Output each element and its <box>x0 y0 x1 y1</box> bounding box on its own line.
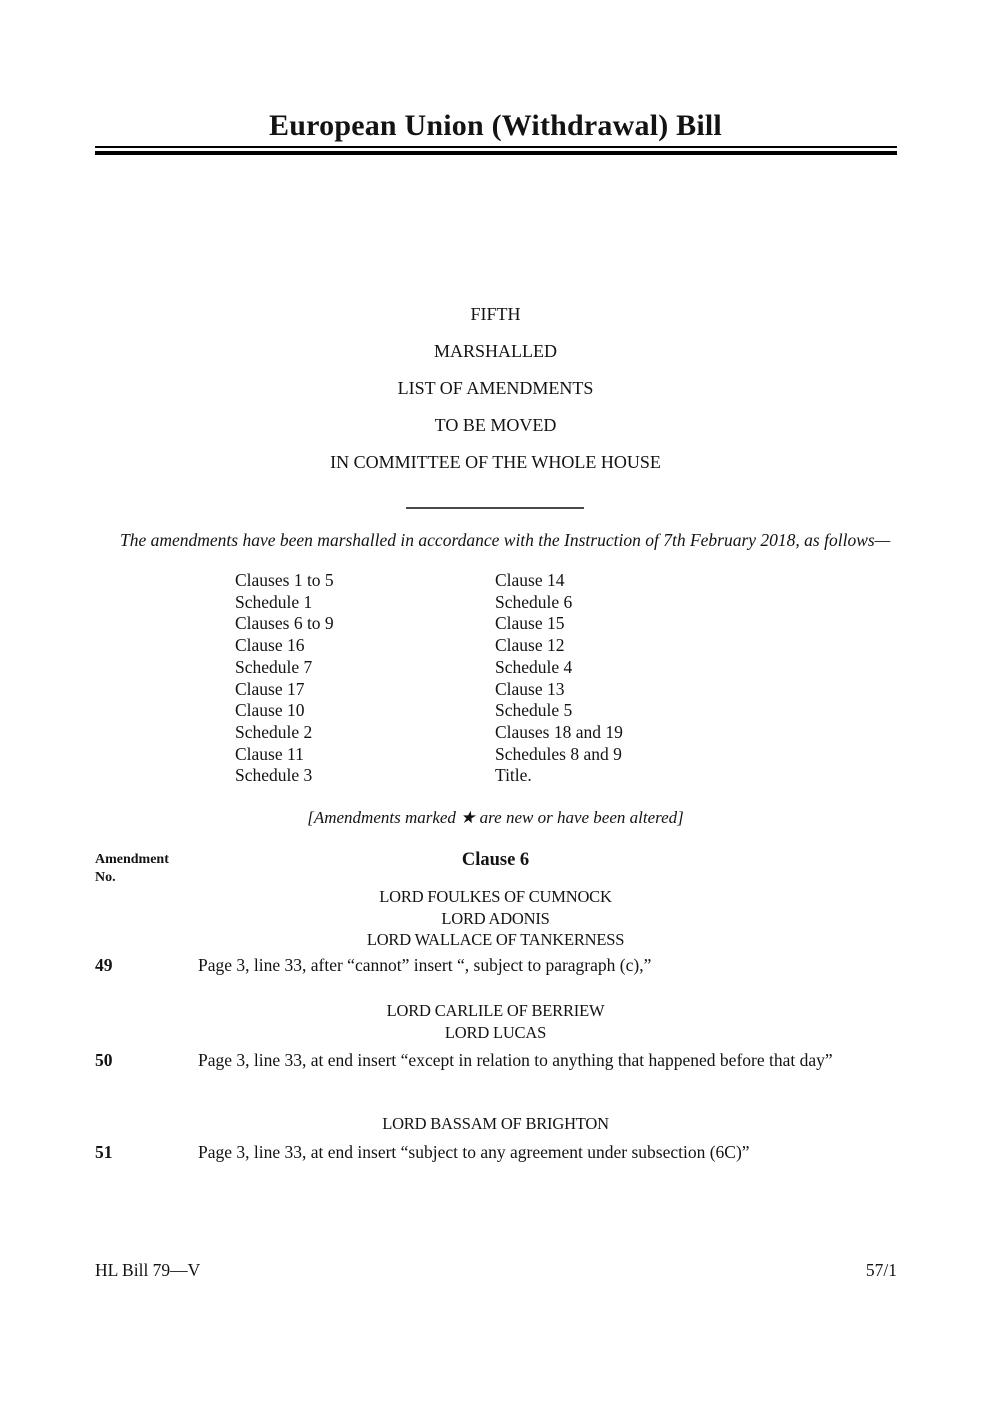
document-headings <box>0 296 991 481</box>
amendment-entry-51 <box>95 1140 897 1165</box>
heading-line: FIFTH <box>470 304 521 324</box>
sponsor-name: LORD LUCAS <box>444 1022 547 1042</box>
order-item: Clauses 18 and 19 <box>495 721 623 742</box>
star-legend-note: [Amendments marked ★ are new or have been altered] <box>307 808 684 827</box>
page-number: 57/1 <box>865 1260 897 1280</box>
heading-line: IN COMMITTEE OF THE WHOLE HOUSE <box>330 452 661 472</box>
sponsor-name: LORD BASSAM OF BRIGHTON <box>382 1114 609 1133</box>
order-item: Schedules 8 and 9 <box>495 743 622 764</box>
heading-line: LIST OF AMENDMENTS <box>397 378 594 398</box>
sponsor-name: LORD WALLACE OF TANKERNESS <box>366 930 625 949</box>
order-item: Clause 15 <box>495 613 565 634</box>
sponsor-names-amendment-49 <box>0 886 991 951</box>
order-item: Clause 10 <box>235 700 305 721</box>
order-item: Schedule 1 <box>235 591 313 612</box>
amendment-number: 49 <box>95 955 113 975</box>
order-item: Clauses 6 to 9 <box>235 613 334 634</box>
order-item: Clause 12 <box>495 635 565 656</box>
sponsor-names-amendment-50 <box>0 1000 991 1043</box>
amendment-text: Page 3, line 33, at end insert “except in relation to anything that happened before that day” <box>198 1050 833 1070</box>
sponsor-names-amendment-51 <box>0 1113 991 1135</box>
order-item: Schedule 2 <box>235 721 313 742</box>
page-title: European Union (Withdrawal) Bill <box>269 109 722 142</box>
amendment-no-label-line: No. <box>95 870 116 885</box>
amendment-text: Page 3, line 33, after “cannot” insert “, subject to paragraph (c),” <box>198 955 652 975</box>
amendment-entry-49 <box>95 953 897 978</box>
amendment-number: 50 <box>95 1050 113 1070</box>
order-item: Clause 13 <box>495 678 565 699</box>
order-column-left <box>235 570 495 787</box>
bill-reference: HL Bill 79—V <box>95 1260 201 1280</box>
amendment-number: 51 <box>95 1142 113 1162</box>
page-footer <box>95 1260 897 1281</box>
order-item: Schedule 5 <box>495 700 573 721</box>
order-item: Clause 14 <box>495 570 565 590</box>
sponsor-name: LORD CARLILE OF BERRIEW <box>386 1001 605 1020</box>
marshalled-order-list <box>235 570 623 787</box>
order-item: Clauses 1 to 5 <box>235 570 334 590</box>
sponsor-name: LORD ADONIS <box>441 908 550 928</box>
clause-heading: Clause 6 <box>461 850 530 870</box>
amendment-no-label-line: Amendment <box>95 852 169 867</box>
marshalling-note: The amendments have been marshalled in accordance with the Instruction of 7th February 2018, as follows— <box>120 530 891 550</box>
heading-line: MARSHALLED <box>433 341 557 361</box>
order-item: Schedule 4 <box>495 656 573 677</box>
amendment-text: Page 3, line 33, at end insert “subject to any agreement under subsection (6C)” <box>198 1142 750 1162</box>
heading-line: TO BE MOVED <box>434 415 557 435</box>
order-column-right <box>495 570 623 787</box>
order-item: Schedule 7 <box>235 656 313 677</box>
order-item: Clause 11 <box>235 743 304 764</box>
order-item: Schedule 6 <box>495 591 573 612</box>
order-item: Title. <box>495 765 532 786</box>
sponsor-name: LORD FOULKES OF CUMNOCK <box>379 887 612 906</box>
order-item: Clause 17 <box>235 678 305 699</box>
title-double-rule <box>95 146 897 155</box>
order-item: Schedule 3 <box>235 765 313 786</box>
order-item: Clause 16 <box>235 635 305 656</box>
section-divider-rule <box>406 507 584 509</box>
amendment-entry-50 <box>95 1048 897 1073</box>
